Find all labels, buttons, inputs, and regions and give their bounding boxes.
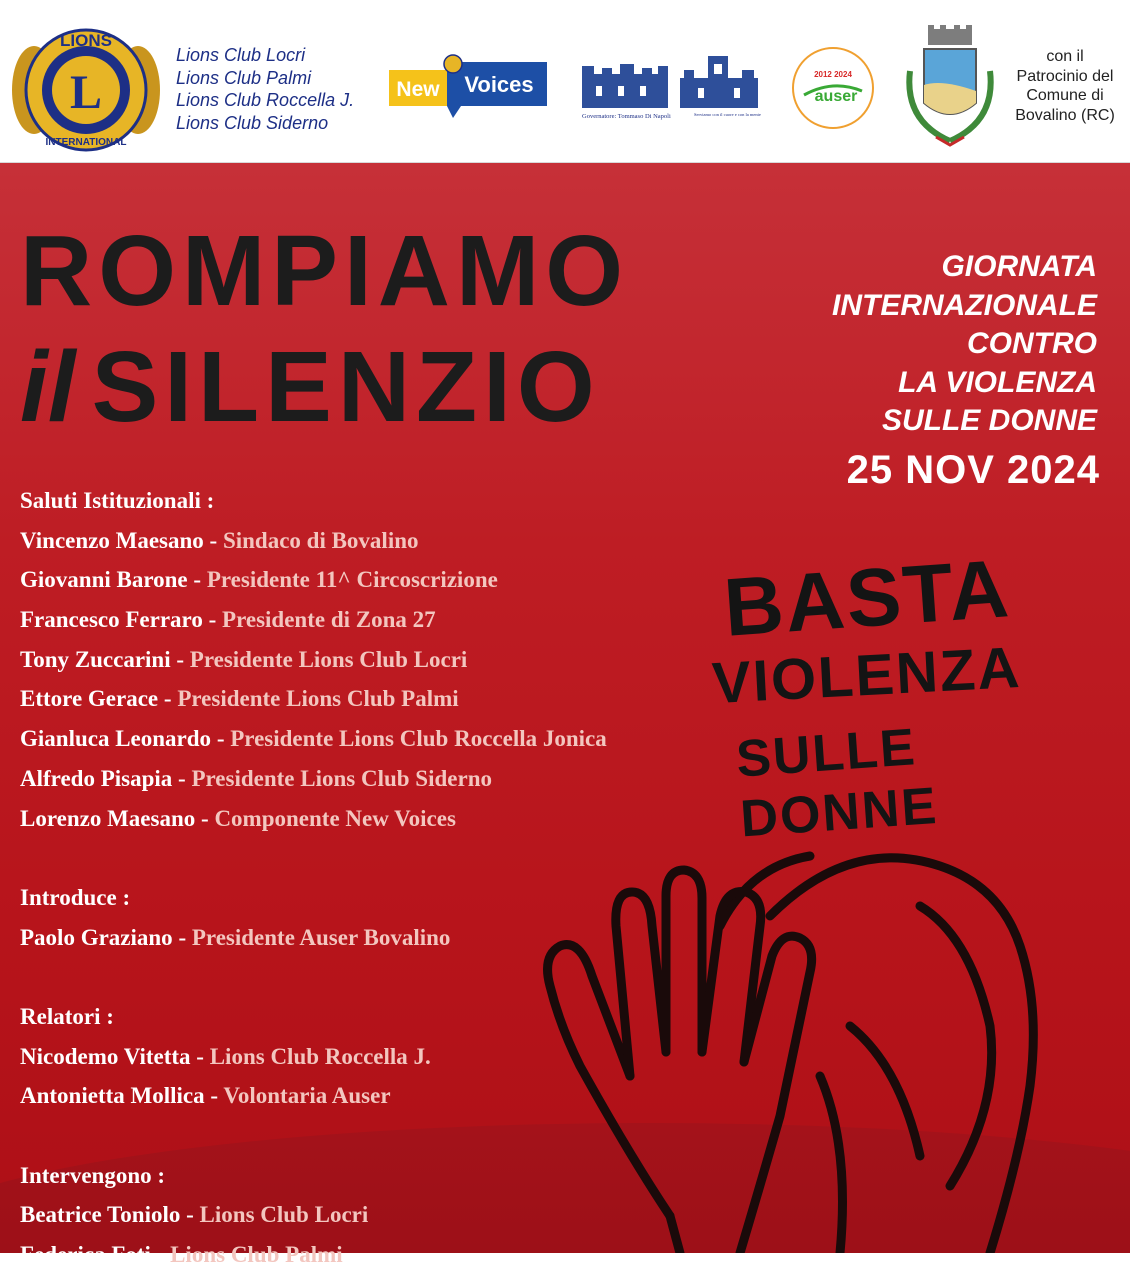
giornata-heading	[832, 248, 1097, 441]
speaker-name: Gianluca Leonardo	[20, 726, 212, 752]
speaker-role: Presidente Lions Club Palmi	[177, 686, 459, 712]
lions-logo-bottom-text: INTERNATIONAL	[45, 137, 127, 148]
speaker-role: Presidente Lions Club Siderno	[191, 765, 492, 791]
speaker-row	[20, 719, 607, 759]
club-name: Lions Club Siderno	[176, 112, 329, 133]
patrocinio-line: Patrocinio del	[1016, 67, 1114, 85]
speaker-name: Alfredo Pisapia	[20, 765, 173, 791]
lions-logo-letter: L	[69, 66, 103, 119]
speaker-row	[20, 1037, 607, 1077]
spacer	[20, 957, 607, 997]
separator: -	[172, 924, 192, 950]
speaker-name: Francesco Ferraro	[20, 607, 203, 633]
speaker-name: Giovanni Barone	[20, 567, 188, 593]
basta-line-3: SULLE DONNE	[734, 718, 940, 849]
speaker-name: Antonietta Mollica	[20, 1083, 205, 1109]
separator: -	[204, 1083, 224, 1109]
patrocinio-line: Comune di	[1026, 87, 1104, 104]
title-line-1: ROMPIAMO	[20, 215, 630, 327]
separator: -	[190, 1043, 210, 1069]
speaker-name: Lorenzo Maesano	[20, 805, 196, 831]
auser-years: 2012 2024	[814, 70, 852, 79]
new-voices-word1: New	[396, 78, 440, 101]
spacer	[20, 1116, 607, 1156]
club-name: Lions Club Palmi	[176, 67, 312, 88]
speaker-role: Lions Club Roccella J.	[209, 1043, 431, 1069]
speaker-row	[20, 1076, 607, 1116]
program-list	[20, 481, 607, 1275]
speaker-role: Presidente Auser Bovalino	[191, 924, 451, 950]
speaker-role: Volontaria Auser	[223, 1083, 391, 1109]
speaker-role: Presidente 11^ Circoscrizione	[206, 567, 498, 593]
speaker-row	[20, 679, 607, 719]
speaker-row	[20, 799, 607, 839]
club-name: Lions Club Locri	[176, 45, 306, 65]
basta-line-2: VIOLENZA	[710, 634, 1023, 717]
section-heading-saluti: Saluti Istituzionali :	[20, 488, 215, 513]
speaker-row	[20, 918, 607, 958]
governor-caption: Governatore: Tommaso Di Napoli	[582, 113, 671, 120]
speaker-row	[20, 759, 607, 799]
giornata-line: SULLE DONNE	[881, 404, 1097, 437]
header-bar	[0, 0, 1130, 163]
lions-international-logo	[12, 20, 160, 160]
speaker-role: Presidente di Zona 27	[222, 607, 436, 633]
patrocinio-line: Bovalino (RC)	[1015, 106, 1115, 124]
speaker-role: Presidente Lions Club Locri	[189, 646, 468, 672]
clubs-list	[176, 44, 354, 134]
separator: -	[211, 726, 231, 752]
speaker-row	[20, 560, 607, 600]
separator: -	[187, 567, 207, 593]
separator: -	[170, 646, 190, 672]
speaker-name: Ettore Gerace	[20, 686, 159, 712]
lions-logo-top-text: LIONS	[60, 31, 112, 50]
speaker-role: Lions Club Locri	[199, 1202, 369, 1228]
speaker-name: Vincenzo Maesano	[20, 527, 204, 553]
event-date: 25 NOV 2024	[846, 448, 1100, 492]
separator: -	[203, 527, 223, 553]
speaker-role: Lions Club Palmi	[170, 1242, 343, 1268]
motto-caption: Serviamo con il cuore e con la mente	[694, 112, 761, 117]
governor-castle-banner	[578, 52, 764, 124]
bovalino-coat-of-arms-icon	[902, 25, 998, 150]
separator: -	[172, 765, 192, 791]
auser-name: auser	[814, 88, 858, 105]
speaker-row	[20, 640, 607, 680]
speaker-row	[20, 1195, 607, 1235]
speaker-role: Componente New Voices	[214, 805, 456, 831]
separator: -	[158, 686, 178, 712]
title-il: il	[20, 331, 76, 443]
giornata-line: LA VIOLENZA	[898, 365, 1097, 399]
speaker-name: Beatrice Toniolo	[20, 1202, 181, 1228]
speaker-row	[20, 521, 607, 561]
patrocinio-text	[1000, 47, 1130, 125]
section-heading-introduce: Introduce :	[20, 884, 131, 910]
giornata-line: CONTRO	[967, 327, 1097, 360]
title-line-2	[20, 332, 601, 442]
club-name: Lions Club Roccella J.	[176, 90, 355, 110]
speaker-role: Presidente Lions Club Roccella Jonica	[230, 726, 607, 752]
speaker-name: Paolo Graziano	[20, 924, 173, 950]
speaker-row	[20, 1235, 607, 1275]
separator: -	[202, 607, 223, 633]
new-voices-word2: Voices	[464, 72, 534, 97]
separator: -	[150, 1242, 171, 1268]
giornata-line: GIORNATA	[941, 250, 1097, 283]
auser-logo	[790, 45, 876, 131]
speaker-name: Federica Foti	[20, 1242, 151, 1268]
basta-line-1: BASTA	[721, 543, 1014, 654]
speaker-row	[20, 600, 607, 640]
patrocinio-line: con il	[1046, 48, 1084, 65]
new-voices-logo	[389, 54, 549, 122]
speaker-role: Sindaco di Bovalino	[222, 527, 419, 553]
spacer	[20, 838, 607, 878]
giornata-line: INTERNAZIONALE	[832, 288, 1097, 322]
speaker-name: Nicodemo Vitetta	[20, 1043, 191, 1069]
title-silenzio: SILENZIO	[91, 331, 601, 443]
section-heading-intervengono: Intervengono :	[20, 1162, 166, 1188]
separator: -	[180, 1202, 200, 1228]
section-heading-relatori: Relatori :	[20, 1003, 114, 1029]
raised-hand-woman-illustration	[520, 826, 1130, 1253]
separator: -	[195, 805, 215, 831]
speaker-name: Tony Zuccarini	[20, 646, 171, 672]
